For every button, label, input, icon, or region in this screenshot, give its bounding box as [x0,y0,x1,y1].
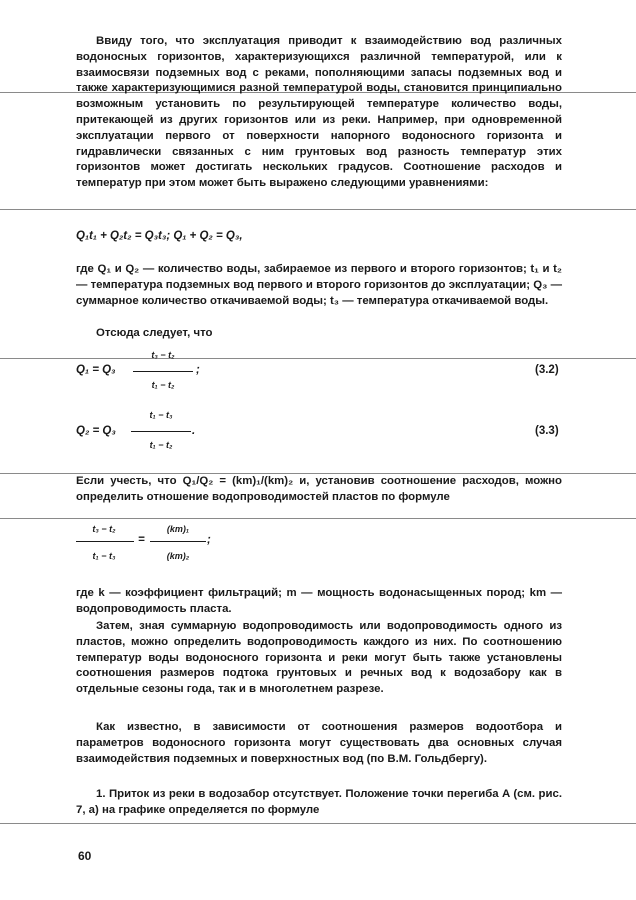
ratio-right-denominator: (km)₂ [166,551,190,561]
scan-line [0,823,636,824]
equation-3-3-numerator: t₁ − t₃ [149,410,173,420]
equation-3-2-numerator: t₃ − t₂ [151,350,175,360]
ratio-equals: = [138,534,145,546]
equation-3-2-number: (3.2) [535,364,559,376]
ratio-tail: ; [207,534,211,546]
equation-3-3-number: (3.3) [535,425,559,437]
equation-balance: Q₁t₁ + Q₂t₂ = Q₃t₃; Q₁ + Q₂ = Q₃, [76,230,243,242]
fraction-bar [131,431,191,432]
paragraph-cases: Как известно, в зависимости от соотношения размеров водоотбора и параметров водоносного горизонта могут существовать два основных случая взаимодействия подземных и поверхностных вод (по В.М. Гольдбергу). [76,721,562,765]
fraction-bar [133,371,193,372]
equation-3-3-lhs: Q₂ = Q₃ [76,425,116,437]
scan-line [0,358,636,359]
ratio-left-numerator: t₃ − t₂ [92,524,116,534]
fraction-bar [150,541,206,542]
paragraph-case-1: 1. Приток из реки в водозабор отсутствует. Положение точки перегиба A (см. рис. 7, а) на графике определяется по формуле [76,788,562,816]
fraction-bar [76,541,134,542]
equation-3-3-denominator: t₁ − t₂ [149,440,173,450]
scan-line [0,518,636,519]
ratio-left-denominator: t₁ − t₃ [92,551,116,561]
paragraph-notation: где k — коэффициент фильтраций; m — мощность водонасыщенных пород; km — водопроводимость пласта. [76,587,562,615]
scan-line [0,209,636,210]
paragraph-then: Затем, зная суммарную водопроводимость или водопроводимость одного из пластов, можно определить водопроводимость каждого из них. По соотношению температур воды водоносного горизонта и реки могут быть также установлены соотношения размеров подтока грунтовых и речных вод к водозабору как в отдельные сезоны года, так и в многолетнем разрезе. [76,620,562,696]
equation-3-2-lhs: Q₁ = Q₃ [76,364,116,376]
equation-3-2-denominator: t₁ − t₂ [151,380,175,390]
paragraph-intro: Ввиду того, что эксплуатация приводит к взаимодействию вод различных водоносных горизонтов, характеризующихся различной температурой, или к взаимосвязи подземных вод с реками, пополняющими запасы подземных вод и также характеризующимися разной температурой воды, становится принципиально возможным установить по результирующей температуре количество воды, притекающей из других горизонтов или из реки. Например, при одновременной эксплуатации первого от поверхности напорного водоносного горизонта и гидравлически связанных с ним грунтовых вод разность температур этих горизонтов может достигать нескольких градусов. Соотношение расходов и температур при этом может быть выражено следующими уравнениями: [76,35,562,190]
ratio-right-numerator: (km)₁ [166,524,190,534]
paragraph-transmissivity: Если учесть, что Q₁/Q₂ = (km)₁/(km)₂ и, установив соотношение расходов, можно определить отношение водопроводимостей пластов по формуле [76,475,562,503]
equation-3-3-tail: . [192,425,196,437]
page-number: 60 [78,849,92,863]
paragraph-definitions: где Q₁ и Q₂ — количество воды, забираемое из первого и второго горизонтов; t₁ и t₂ — температура подземных вод первого и второго горизонтов до эксплуатации; Q₃ — суммарное количество откачиваемой воды; t₃ — температура откачиваемой воды. [76,263,562,307]
paragraph-hence: Отсюда следует, что [96,327,213,339]
equation-3-2-tail: ; [196,364,200,376]
